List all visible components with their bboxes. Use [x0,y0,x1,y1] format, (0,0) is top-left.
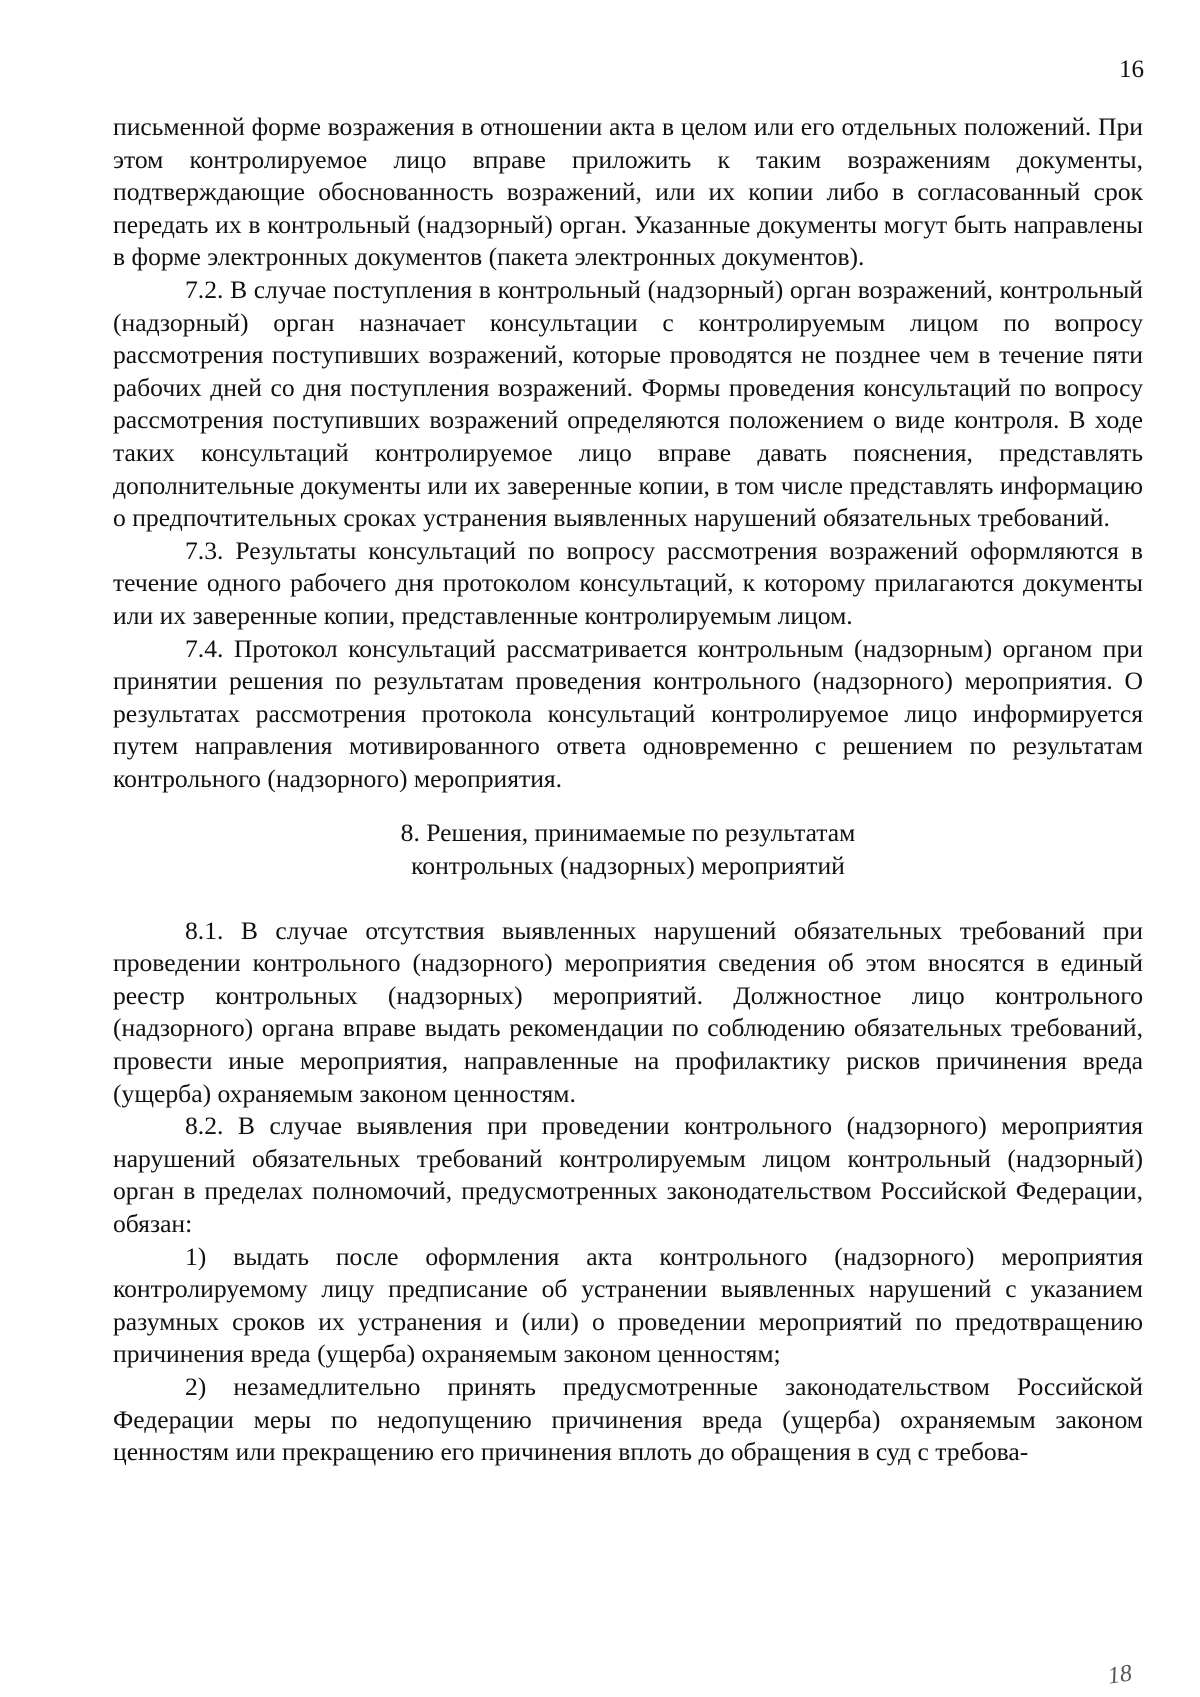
list-item-1: 1) выдать после оформления акта контрольного (надзорного) мероприятия контролируемому лицу предписание об устранении выявленных нарушений с указанием разумных сроков их устранения и (или) о проведении мероприятий по предотвращению причинения вреда (ущерба) охраняемым законом ценностям; [113,1241,1143,1369]
paragraph-7-3: 7.3. Результаты консультаций по вопросу рассмотрения возражений оформляются в течение одного рабочего дня протоколом консультаций, к которому прилагаются документы или их заверенные копии, представленные контролируемым лицом. [113,535,1143,630]
paragraph-7-4: 7.4. Протокол консультаций рассматривается контрольным (надзорным) органом при принятии решения по результатам проведения контрольного (надзорного) мероприятия. О результатах рассмотрения протокола консультаций контролируемое лицо информируется путем направления мотивированного ответа одновременно с решением по результатам контрольного (надзорного) мероприятия. [113,633,1143,793]
page-number: 16 [1119,56,1144,83]
section-heading-line-2: контрольных (надзорных) мероприятий [411,851,845,881]
paragraph-8-2: 8.2. В случае выявления при проведении контрольного (надзорного) мероприятия нарушений обязательных требований контролируемым лицом контрольный (надзорный) орган в пределах полномочий, предусмотренных законодательством Российской Федерации, обязан: [113,1111,1143,1238]
section-heading-line-1: 8. Решения, принимаемые по результатам [400,818,856,848]
paragraph-8-1: 8.1. В случае отсутствия выявленных нарушений обязательных требований при проведении контрольного (надзорного) мероприятия сведения об этом вносятся в единый реестр контрольных (надзорных) мероприятий. Должностное лицо контрольного (надзорного) органа вправе выдать рекомендации по соблюдению обязательных требований, провести иные мероприятия, направленные на профилактику рисков причинения вреда (ущерба) охраняемым законом ценностям. [113,915,1143,1108]
list-item-2: 2) незамедлительно принять предусмотренные законодательством Российской Федерации меры по недопущению причинения вреда (ущерба) охраняемым законом ценностям или прекращению его причинения вплоть до обращения в суд с требова- [113,1371,1143,1467]
paragraph-continuation: письменной форме возражения в отношении акта в целом или его отдельных положений. При этом контролируемое лицо вправе приложить к таким возражениям документы, подтверждающие обоснованность возражений, или их копии либо в согласованный срок передать их в контрольный (надзорный) орган. Указанные документы могут быть направлены в форме электронных документов (пакета электронных документов). [113,112,1143,272]
paragraph-7-2: 7.2. В случае поступления в контрольный (надзорный) орган возражений, контрольный (надзорный) орган назначает консультации с контролируемым лицом по вопросу рассмотрения поступивших возражений, которые проводятся не позднее чем в течение пяти рабочих дней со дня поступления возражений. Формы проведения консультаций по вопросу рассмотрения поступивших возражений определяются положением о виде контроля. В ходе таких консультаций контролируемое лицо вправе давать пояснения, представлять дополнительные документы или их заверенные копии, в том числе представлять информацию о предпочтительных сроках устранения выявленных нарушений обязательных требований. [113,274,1143,533]
document-text [113,111,1143,1469]
handwritten-page-mark: 18 [1106,1660,1134,1690]
section-heading [113,817,1143,882]
